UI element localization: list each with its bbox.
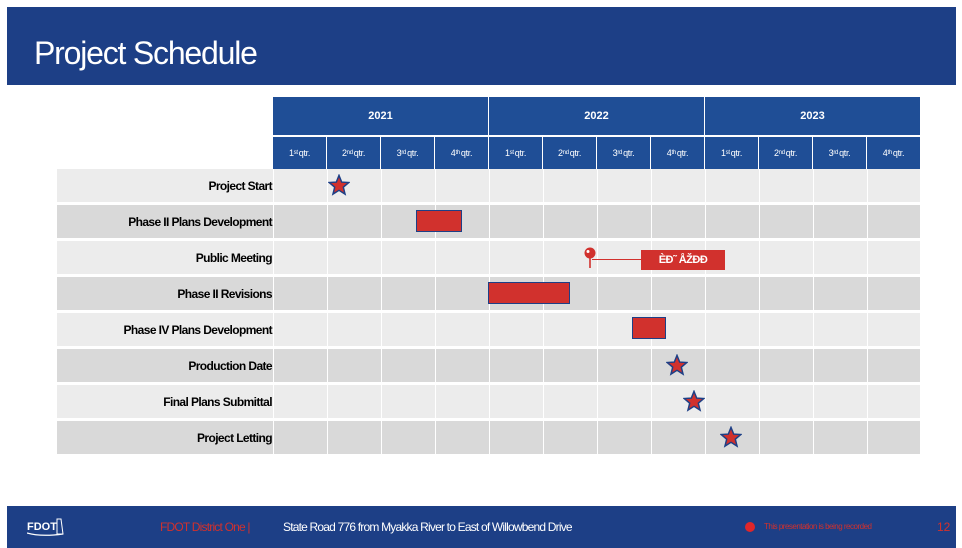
quarter-header: 3 rd qtr. xyxy=(597,137,651,169)
quarter-header: 1 st qtr. xyxy=(273,137,327,169)
fdot-logo-text: FDOT xyxy=(27,521,57,533)
quarter-header: 1 st qtr. xyxy=(705,137,759,169)
quarter-header: 2 nd qtr. xyxy=(327,137,381,169)
schedule-bar xyxy=(488,282,570,304)
quarter-header: 4 th qtr. xyxy=(435,137,489,169)
recording-notice: This presentation is being recorded xyxy=(764,522,872,531)
quarter-header: 2 nd qtr. xyxy=(543,137,597,169)
grid-line xyxy=(273,169,274,456)
grid-line xyxy=(651,169,652,456)
year-header-2022: 2022 xyxy=(489,97,705,135)
grid-line xyxy=(759,169,760,456)
grid-line xyxy=(543,169,544,456)
quarter-header: 4 th qtr. xyxy=(867,137,921,169)
footer-district: FDOT District One | xyxy=(160,520,250,534)
year-header-2023: 2023 xyxy=(705,97,921,135)
quarter-header: 2 nd qtr. xyxy=(759,137,813,169)
map-pin-icon xyxy=(583,247,597,269)
slide-title: Project Schedule xyxy=(34,35,257,71)
task-label: Phase II Plans Development xyxy=(128,214,272,229)
callout-line xyxy=(592,259,643,260)
task-label: Final Plans Submittal xyxy=(163,394,272,409)
slide-header xyxy=(7,7,956,85)
grid-line xyxy=(921,169,922,456)
grid-line xyxy=(597,169,598,456)
milestone-star-icon xyxy=(683,390,705,412)
grid-line xyxy=(489,169,490,456)
task-label: Production Date xyxy=(188,358,272,373)
quarter-header: 3 rd qtr. xyxy=(813,137,867,169)
grid-line xyxy=(381,169,382,456)
schedule-bar xyxy=(416,210,462,232)
task-label: Phase IV Plans Development xyxy=(123,322,272,337)
quarter-header: 3 rd qtr. xyxy=(381,137,435,169)
slide-footer xyxy=(7,506,956,548)
grid-line xyxy=(705,169,706,456)
quarter-header: 1 st qtr. xyxy=(489,137,543,169)
milestone-star-icon xyxy=(720,426,742,448)
recording-dot-icon xyxy=(745,522,755,532)
public-meeting-label: ÈÐ˜ ÅŽÐÐ xyxy=(641,250,725,270)
footer-project-title: State Road 776 from Myakka River to East of Willowbend Drive xyxy=(283,520,572,534)
schedule-bar xyxy=(632,317,666,339)
year-header-2021: 2021 xyxy=(273,97,489,135)
milestone-star-icon xyxy=(666,354,688,376)
fdot-logo-icon xyxy=(27,518,65,538)
page-number: 12 xyxy=(937,520,951,534)
quarter-header: 4 th qtr. xyxy=(651,137,705,169)
milestone-star-icon xyxy=(328,174,350,196)
grid-line xyxy=(327,169,328,456)
task-label: Project Start xyxy=(208,178,272,193)
grid-line xyxy=(867,169,868,456)
task-label: Public Meeting xyxy=(195,250,272,265)
task-label: Project Letting xyxy=(196,430,272,445)
task-label: Phase II Revisions xyxy=(177,286,272,301)
grid-line xyxy=(813,169,814,456)
